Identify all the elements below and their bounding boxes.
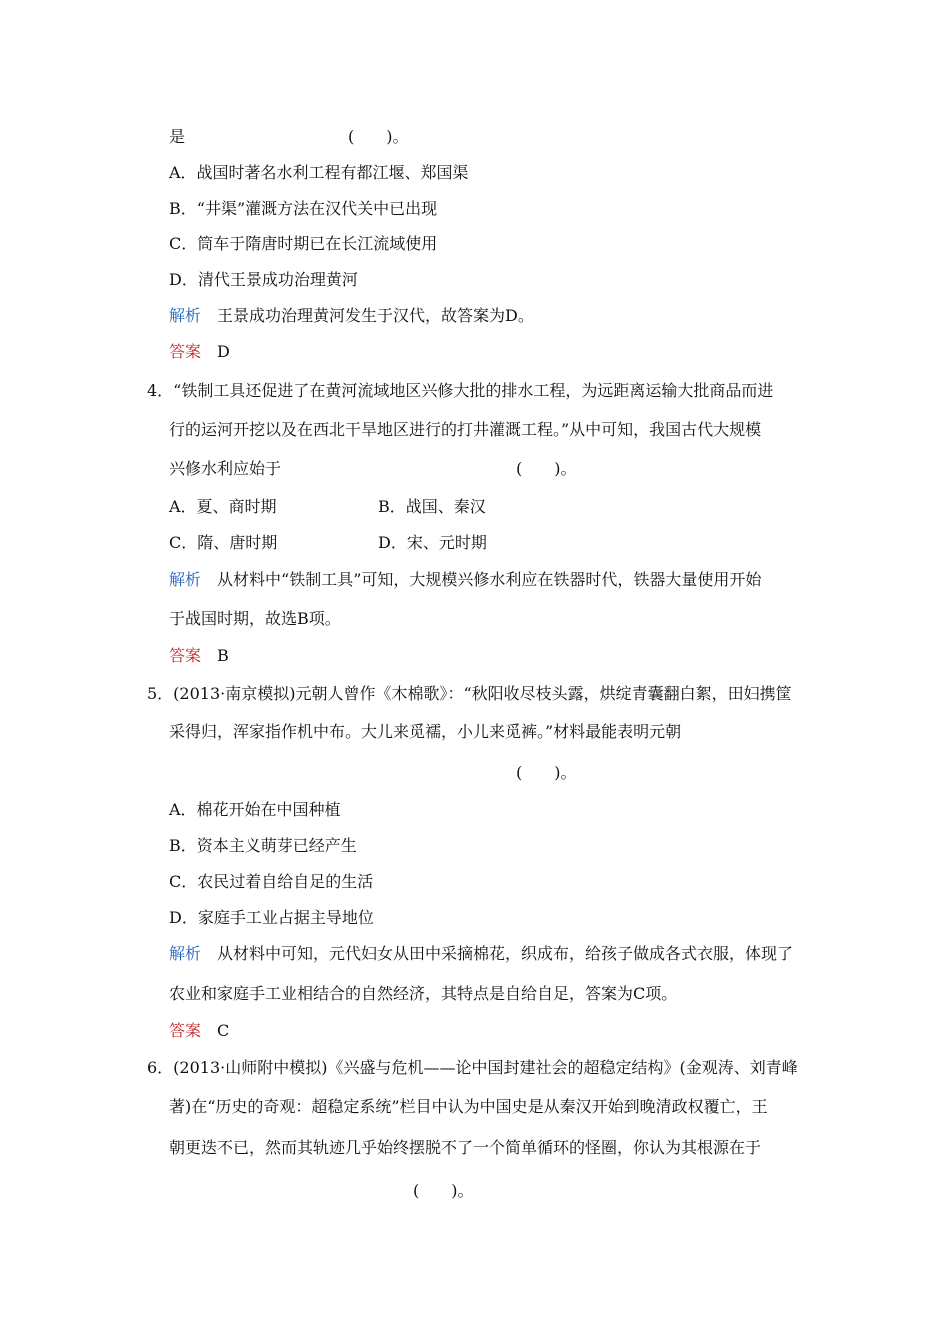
answer-value: C (217, 1021, 230, 1040)
q6-stem-line-3: 朝更迭不已，然而其轨迹几乎始终摆脱不了一个简单循环的怪圈，你认为其根源在于 (169, 1138, 762, 1157)
q3-option-a: A．战国时著名水利工程有都江堰、郑国渠 (169, 163, 469, 182)
q4-stem-line-3: 兴修水利应始于 (169, 459, 282, 478)
q5-answer (169, 1020, 229, 1042)
q4-option-d: D．宋、元时期 (378, 533, 487, 552)
q6-stem-line-1: 6．(2013·山师附中模拟)《兴盛与危机——论中国封建社会的超稳定结构》(金观涛、刘青峰 (147, 1058, 798, 1077)
answer-label: 答案 (169, 1021, 202, 1040)
analysis-text: 王景成功治理黄河发生于汉代，故答案为D。 (217, 306, 534, 325)
q4-option-b: B．战国、秦汉 (378, 497, 486, 516)
q3-answer-paren: ( )。 (348, 127, 409, 146)
q4-stem-line-2: 行的运河开挖以及在西北干旱地区进行的打井灌溉工程。”从中可知，我国古代大规模 (169, 420, 762, 439)
q5-stem-line-2: 采得归，浑家指作机中布。大儿来觅襦，小儿来觅裤。”材料最能表明元朝 (169, 722, 682, 741)
q3-option-b: B．“井渠”灌溉方法在汉代关中已出现 (169, 199, 438, 218)
q3-option-d: D．清代王景成功治理黄河 (169, 270, 358, 289)
analysis-label: 解析 (169, 570, 202, 589)
q5-option-a: A．棉花开始在中国种植 (169, 800, 341, 819)
analysis-label: 解析 (169, 306, 202, 325)
analysis-text: 从材料中“铁制工具”可知，大规模兴修水利应在铁器时代，铁器大量使用开始 (217, 570, 762, 589)
q3-stem-tail: 是 (169, 127, 186, 146)
q4-analysis-line-2: 于战国时期，故选B项。 (169, 609, 341, 628)
q5-option-c: C．农民过着自给自足的生活 (169, 872, 374, 891)
q4-answer (169, 645, 229, 667)
q3-analysis (169, 305, 534, 327)
q5-analysis-line-2: 农业和家庭手工业相结合的自然经济，其特点是自给自足，答案为C项。 (169, 984, 678, 1003)
q5-analysis-line-1 (169, 943, 793, 965)
q5-option-b: B．资本主义萌芽已经产生 (169, 836, 357, 855)
answer-label: 答案 (169, 646, 202, 665)
q4-option-c: C．隋、唐时期 (169, 533, 278, 552)
q4-stem-line-1: 4．“铁制工具还促进了在黄河流域地区兴修大批的排水工程，为远距离运输大批商品而进 (147, 381, 774, 400)
analysis-text: 从材料中可知，元代妇女从田中采摘棉花，织成布，给孩子做成各式衣服，体现了 (217, 944, 794, 963)
q5-stem-line-1: 5．(2013·南京模拟)元朝人曾作《木棉歌》：“秋阳收尽枝头露，烘绽青囊翻白絮，田妇携筐 (147, 684, 792, 703)
q4-answer-paren: ( )。 (516, 459, 577, 478)
answer-value: B (217, 646, 229, 665)
q6-stem-line-2: 著)在“历史的奇观：超稳定系统”栏目中认为中国史是从秦汉开始到晚清政权覆亡，王 (169, 1097, 768, 1116)
answer-value: D (217, 342, 230, 361)
q3-answer (169, 341, 230, 363)
q3-option-c: C．筒车于隋唐时期已在长江流域使用 (169, 234, 438, 253)
q5-answer-paren: ( )。 (516, 763, 577, 782)
q4-analysis-line-1 (169, 569, 761, 591)
q6-answer-paren: ( )。 (413, 1181, 474, 1200)
analysis-label: 解析 (169, 944, 202, 963)
q4-option-a: A．夏、商时期 (169, 497, 277, 516)
answer-label: 答案 (169, 342, 202, 361)
q5-option-d: D．家庭手工业占据主导地位 (169, 908, 374, 927)
